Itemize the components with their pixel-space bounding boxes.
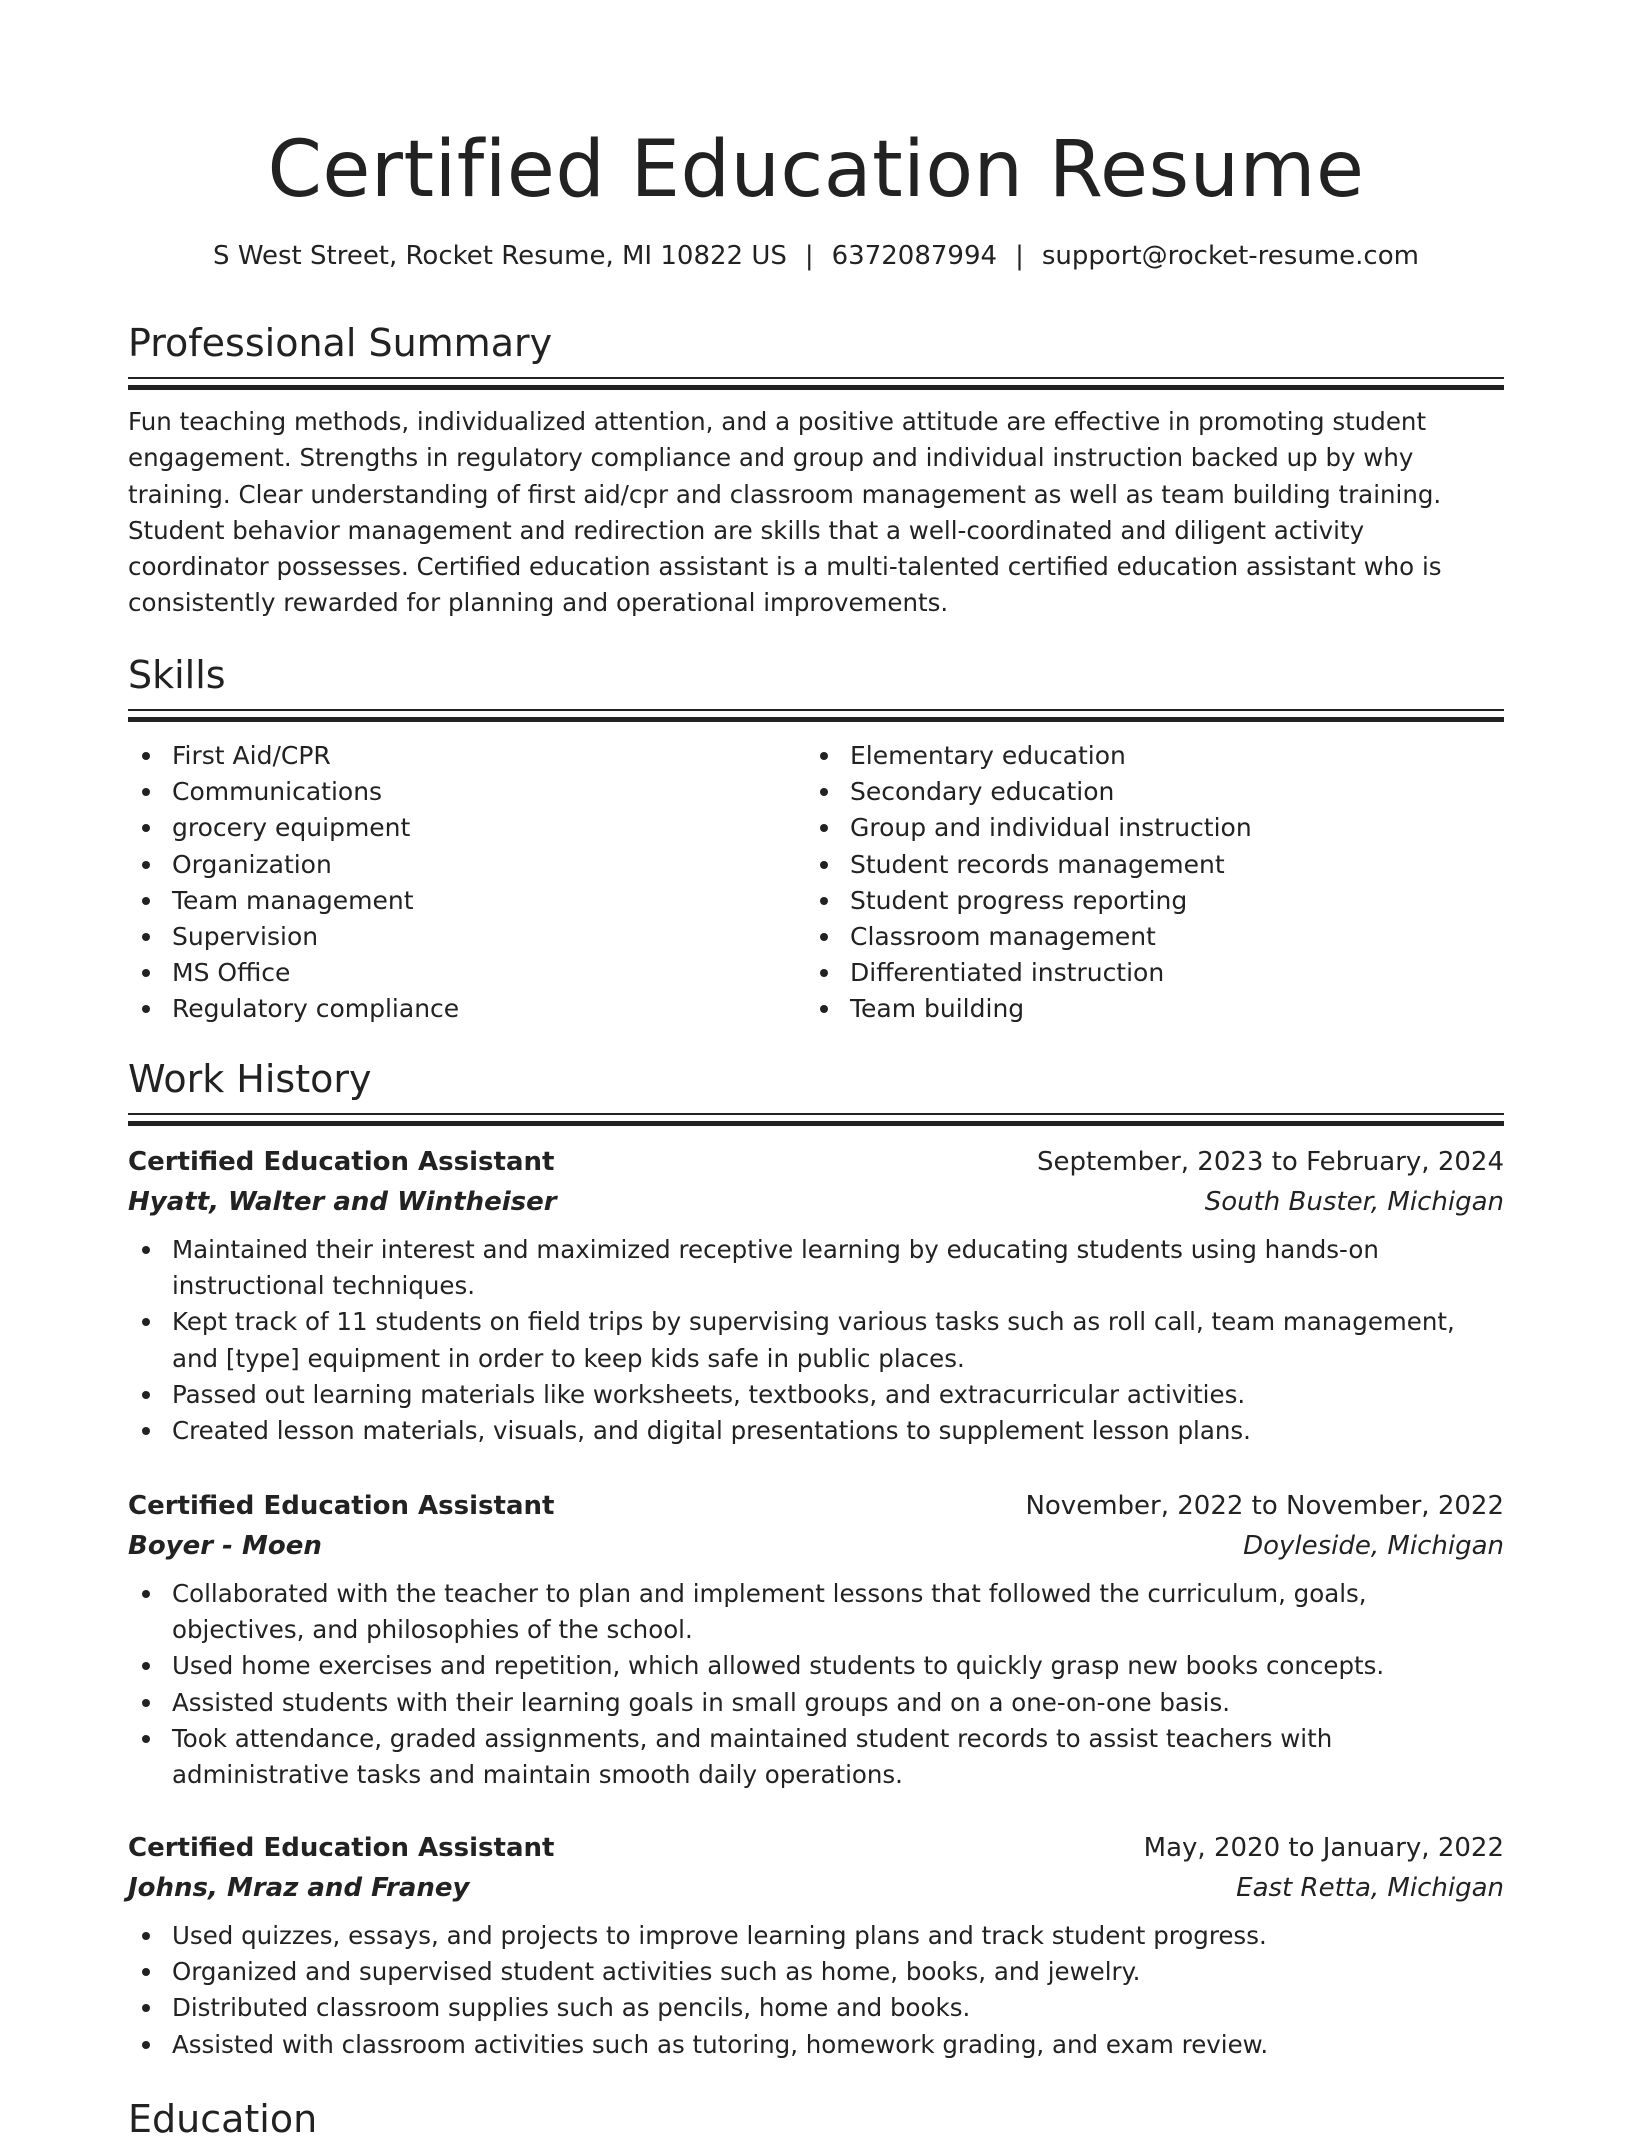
skill-item: MS Office [128, 955, 788, 991]
job-bullet: Distributed classroom supplies such as pencils, home and books. [128, 1990, 1504, 2026]
skill-item: Classroom management [806, 919, 1466, 955]
job-company: Boyer - Moen [128, 1531, 322, 1561]
job-bullet: Assisted with classroom activities such as tutoring, homework grading, and exam review. [128, 2027, 1504, 2063]
skills-list-left [128, 738, 788, 1028]
job-title: Certified Education Assistant [128, 1147, 555, 1177]
resume-title: Certified Education Resume [267, 125, 1365, 215]
contact-separator: | [1015, 241, 1024, 271]
job-entry [128, 1486, 1504, 1793]
job-title: Certified Education Assistant [128, 1833, 555, 1863]
job-bullets [128, 1918, 1504, 2063]
job-dates: November, 2022 to November, 2022 [1025, 1491, 1504, 1521]
job-bullet: Collaborated with the teacher to plan and implement lessons that followed the curriculum, goals, objectives, and philosophies of the school. [128, 1576, 1504, 1648]
job-company: Hyatt, Walter and Wintheiser [128, 1187, 557, 1217]
section-heading-education: Education [128, 2097, 318, 2141]
skill-item: Group and individual instruction [806, 810, 1466, 846]
skills-list-right [806, 738, 1466, 1028]
job-bullet: Took attendance, graded assignments, and maintained student records to assist teachers with administrative tasks and maintain smooth daily operations. [128, 1721, 1504, 1793]
skill-item: Student progress reporting [806, 883, 1466, 919]
skill-item: Regulatory compliance [128, 991, 788, 1027]
job-location: East Retta, Michigan [1236, 1873, 1504, 1903]
section-heading-work-history: Work History [128, 1057, 372, 1101]
job-bullet: Created lesson materials, visuals, and digital presentations to supplement lesson plans. [128, 1413, 1504, 1449]
skill-item: Team management [128, 883, 788, 919]
job-entry [128, 1142, 1504, 1449]
contact-line [128, 238, 1504, 274]
section-divider [128, 709, 1504, 721]
job-bullet: Assisted students with their learning goals in small groups and on a one-on-one basis. [128, 1685, 1504, 1721]
job-bullet: Used home exercises and repetition, which allowed students to quickly grasp new books concepts. [128, 1648, 1504, 1684]
job-location: South Buster, Michigan [1204, 1187, 1504, 1217]
job-bullet: Used quizzes, essays, and projects to improve learning plans and track student progress. [128, 1918, 1504, 1954]
contact-separator: | [804, 241, 814, 271]
skill-item: Team building [806, 991, 1466, 1027]
summary-text: Fun teaching methods, individualized attention, and a positive attitude are effective in promoting student engagement. Strengths in regulatory compliance and group and individual instruction backed up by why training. Clear understanding of first aid/cpr and classroom management as well as team building training. Student behavior management and redirection are skills that a well-coordinated and diligent activity coordinator possesses. Certified education assistant is a multi-talented certified education assistant who is consistently rewarded for planning and operational improvements. [128, 407, 1442, 618]
job-bullet: Organized and supervised student activities such as home, books, and jewelry. [128, 1954, 1504, 1990]
skill-item: First Aid/CPR [128, 738, 788, 774]
skill-item: Supervision [128, 919, 788, 955]
job-bullet: Maintained their interest and maximized receptive learning by educating students using hands-on instructional techniques. [128, 1232, 1504, 1304]
job-location: Doyleside, Michigan [1243, 1531, 1504, 1561]
section-divider [128, 1113, 1504, 1125]
job-title: Certified Education Assistant [128, 1491, 555, 1521]
job-bullet: Kept track of 11 students on field trips by supervising various tasks such as roll call, team management, and [type] equipment in order to keep kids safe in public places. [128, 1304, 1504, 1376]
job-bullets [128, 1576, 1504, 1793]
job-dates: May, 2020 to January, 2022 [1143, 1833, 1504, 1863]
skill-item: Secondary education [806, 774, 1466, 810]
job-dates: September, 2023 to February, 2024 [1037, 1147, 1504, 1177]
skill-item: grocery equipment [128, 810, 788, 846]
job-bullets [128, 1232, 1504, 1449]
contact-address: S West Street, Rocket Resume, MI 10822 US [213, 241, 787, 271]
section-heading-skills: Skills [128, 653, 226, 697]
job-entry [128, 1828, 1504, 2063]
section-divider [128, 377, 1504, 389]
skill-item: Elementary education [806, 738, 1466, 774]
contact-email: support@rocket-resume.com [1041, 241, 1419, 271]
job-company: Johns, Mraz and Franey [128, 1873, 470, 1903]
job-bullet: Passed out learning materials like worksheets, textbooks, and extracurricular activities. [128, 1377, 1504, 1413]
skill-item: Organization [128, 847, 788, 883]
contact-phone: 6372087994 [831, 241, 998, 271]
skill-item: Differentiated instruction [806, 955, 1466, 991]
section-heading-summary: Professional Summary [128, 321, 553, 365]
skill-item: Student records management [806, 847, 1466, 883]
skill-item: Communications [128, 774, 788, 810]
